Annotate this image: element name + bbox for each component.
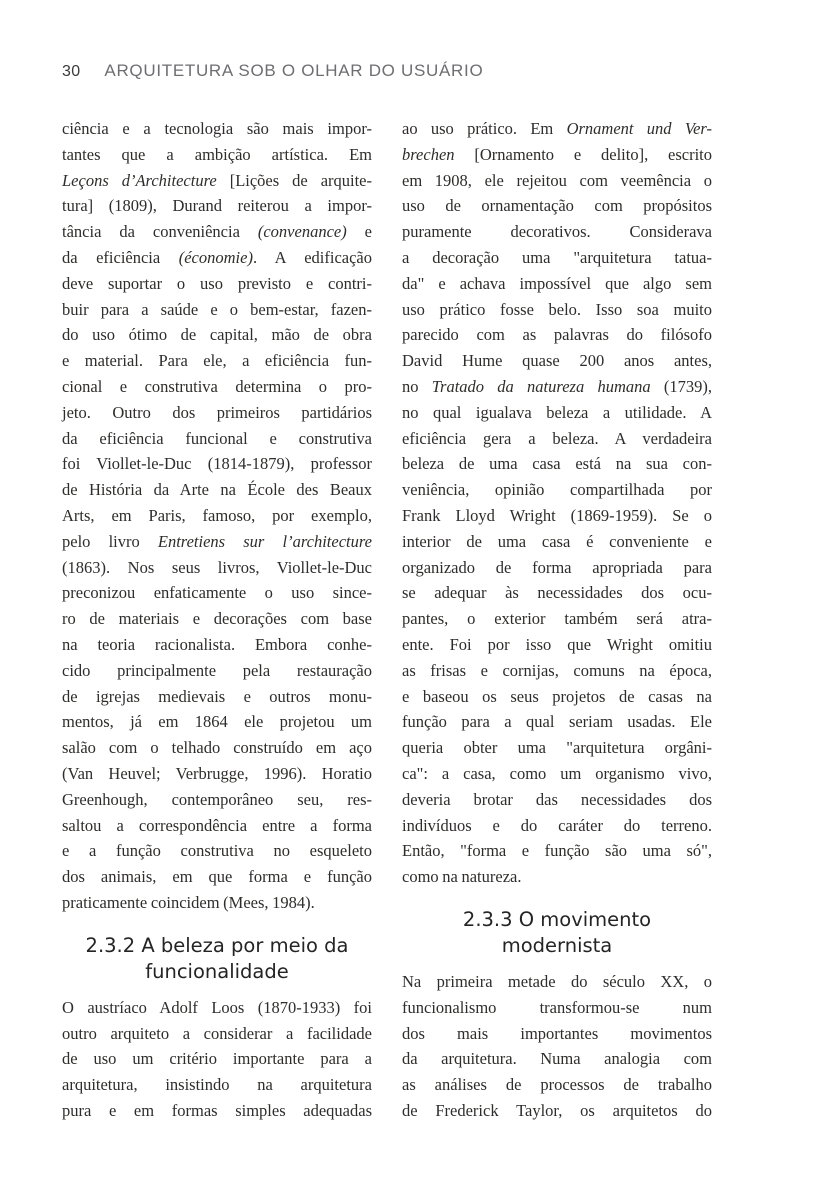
text-segment: função para a qual seriam usadas. Ele	[402, 712, 712, 732]
text-segment: saltou a correspondência entre a forma	[62, 815, 372, 835]
text-line	[402, 1021, 712, 1047]
text-line	[402, 219, 712, 245]
text-segment: ca": a casa, como um organismo vivo,	[402, 763, 712, 783]
text-line	[402, 348, 712, 374]
text-line	[62, 142, 372, 168]
text-line	[62, 1072, 372, 1098]
text-segment: ciência e a tecnologia são mais impor-	[62, 119, 372, 138]
text-segment: de Frederick Taylor, os arquitetos do	[402, 1100, 712, 1120]
text-segment: se adequar às necessidades dos ocu-	[402, 583, 712, 603]
italic-text-segment: (économie)	[178, 247, 253, 267]
text-segment: pura e em formas simples adequadas	[62, 1100, 372, 1120]
text-line	[62, 322, 372, 348]
text-line	[402, 787, 712, 813]
text-line	[62, 451, 372, 477]
text-line	[62, 168, 372, 194]
text-segment: ro de materiais e decorações com base	[62, 609, 372, 629]
section-heading-line: modernista	[501, 934, 613, 958]
section-heading	[402, 907, 712, 960]
text-segment: em 1908, ele rejeitou com veemência o	[402, 170, 712, 190]
text-segment: e	[346, 222, 372, 242]
text-line	[62, 477, 372, 503]
text-segment: veniência, opinião compartilhada por	[402, 480, 712, 500]
text-segment: interior de uma casa é conveniente e	[402, 531, 712, 551]
text-line	[402, 297, 712, 323]
italic-text-segment: Leçons d’Architecture	[62, 170, 217, 190]
text-segment: arquitetura, insistindo na arquitetura	[62, 1075, 372, 1095]
text-line	[402, 503, 712, 529]
text-segment: David Hume quase 200 anos antes,	[402, 351, 712, 371]
section-heading	[62, 933, 372, 986]
text-line	[62, 658, 372, 684]
text-line	[402, 168, 712, 194]
text-segment: (1739),	[650, 376, 712, 396]
text-segment: as frisas e cornijas, comuns na época,	[402, 660, 712, 680]
text-line	[62, 684, 372, 710]
text-segment: deveria brotar das necessidades dos	[402, 789, 712, 809]
text-line	[402, 193, 712, 219]
text-segment: mentos, já em 1864 ele projetou um	[62, 712, 372, 732]
text-segment: de uso um critério importante para a	[62, 1049, 372, 1069]
text-segment: na teoria racionalista. Embora conhe-	[62, 634, 372, 654]
text-segment: foi Viollet-le-Duc (1814-1879), professor	[62, 454, 372, 474]
text-segment: tura] (1809), Durand reiterou a impor-	[62, 196, 372, 216]
text-columns	[62, 116, 712, 1124]
text-line	[402, 477, 712, 503]
text-line	[402, 995, 712, 1021]
text-segment: tantes que a ambição artística. Em	[62, 144, 372, 164]
text-line	[402, 116, 712, 142]
text-line	[62, 271, 372, 297]
text-segment: [Ornamento e delito], escrito	[454, 144, 712, 164]
page-header	[62, 61, 790, 81]
text-segment: (1863). Nos seus livros, Viollet-le-Duc	[62, 557, 372, 577]
right-column	[402, 116, 712, 1124]
text-segment: e a função construtiva no esqueleto	[62, 841, 372, 861]
text-segment: buir para a saúde e o bem-estar, fazen-	[62, 299, 372, 319]
text-line	[62, 426, 372, 452]
text-segment: puramente decorativos. Considerava	[402, 222, 712, 242]
text-segment: da" e achava impossível que algo sem	[402, 273, 712, 293]
text-segment: salão com o telhado construído em aço	[62, 738, 372, 758]
text-segment: cional e construtiva determina o pro-	[62, 376, 372, 396]
text-segment: Então, "forma e função são uma só",	[402, 841, 712, 861]
text-line	[62, 219, 372, 245]
text-line	[62, 1021, 372, 1047]
text-segment: uso prático fosse belo. Isso soa muito	[402, 299, 712, 319]
text-segment: Greenhough, contemporâneo seu, res-	[62, 789, 372, 809]
text-segment: (Van Heuvel; Verbrugge, 1996). Horatio	[62, 763, 372, 783]
text-line	[62, 374, 372, 400]
text-segment: do uso ótimo de capital, mão de obra	[62, 325, 372, 345]
text-segment: ente. Foi por isso que Wright omitiu	[402, 634, 712, 654]
text-segment: pantes, o exterior também será atra-	[402, 609, 712, 629]
text-segment: dos animais, em que forma e função	[62, 867, 372, 887]
text-line	[402, 400, 712, 426]
italic-text-segment: Ornament und Ver-	[566, 119, 712, 138]
text-line	[402, 684, 712, 710]
text-line	[62, 1098, 372, 1124]
text-segment: pelo livro	[62, 531, 158, 551]
text-segment: queria obter uma "arquitetura orgâni-	[402, 738, 712, 758]
page-number: 30	[62, 63, 81, 80]
text-segment: da eficiência	[62, 247, 179, 267]
text-line	[402, 632, 712, 658]
text-line	[402, 451, 712, 477]
text-segment: funcionalismo transformou-se num	[402, 997, 712, 1017]
text-segment: Arts, em Paris, famoso, por exemplo,	[62, 505, 372, 525]
text-segment: cido principalmente pela restauração	[62, 660, 372, 680]
text-line	[402, 142, 712, 168]
text-segment: no	[402, 376, 432, 396]
text-line	[402, 529, 712, 555]
text-line	[402, 374, 712, 400]
text-line	[402, 555, 712, 581]
text-line	[402, 426, 712, 452]
text-segment: eficiência gera a beleza. A verdadeira	[402, 428, 712, 448]
text-segment: uso de ornamentação com propósitos	[402, 196, 712, 216]
text-line	[62, 193, 372, 219]
text-line	[62, 348, 372, 374]
text-line	[62, 995, 372, 1021]
text-line	[402, 658, 712, 684]
text-segment: tância da conveniência	[62, 222, 258, 242]
text-line	[62, 606, 372, 632]
text-segment: as análises de processos de trabalho	[402, 1075, 712, 1095]
text-segment: organizado de forma apropriada para	[402, 557, 712, 577]
section-heading-line: 2.3.3 O movimento	[462, 907, 652, 931]
text-segment: ao uso prático. Em	[402, 119, 567, 138]
text-segment: Na primeira metade do século XX, o	[402, 971, 712, 991]
text-segment: indivíduos e do caráter do terreno.	[402, 815, 712, 835]
text-line	[402, 838, 712, 864]
text-line	[62, 245, 372, 271]
text-line	[62, 864, 372, 890]
text-line	[402, 864, 712, 890]
italic-text-segment: (convenance)	[257, 222, 347, 242]
text-segment: no qual igualava beleza a utilidade. A	[402, 402, 712, 422]
text-line	[402, 813, 712, 839]
text-segment: preconizou enfaticamente o uso since-	[62, 583, 372, 603]
left-column	[62, 116, 372, 1124]
text-line	[402, 761, 712, 787]
text-line	[402, 322, 712, 348]
text-segment: praticamente coincidem (Mees, 1984).	[62, 892, 315, 912]
text-line	[62, 787, 372, 813]
italic-text-segment: brechen	[402, 144, 455, 164]
text-line	[62, 503, 372, 529]
text-segment: beleza de uma casa está na sua con-	[402, 454, 712, 474]
text-segment: O austríaco Adolf Loos (1870-1933) foi	[62, 997, 372, 1017]
italic-text-segment: Entretiens sur l’architecture	[157, 531, 372, 551]
text-line	[62, 580, 372, 606]
text-segment: Frank Lloyd Wright (1869-1959). Se o	[402, 505, 712, 525]
text-segment: de História da Arte na École des Beaux	[62, 480, 372, 500]
text-line	[62, 555, 372, 581]
text-line	[402, 969, 712, 995]
text-line	[402, 1072, 712, 1098]
text-line	[402, 1098, 712, 1124]
section-heading-line: 2.3.2 A beleza por meio da	[85, 933, 349, 957]
text-segment: a decoração uma "arquitetura tatua-	[402, 247, 712, 267]
text-segment: jeto. Outro dos primeiros partidários	[62, 402, 372, 422]
text-segment: parecido com as palavras do filósofo	[402, 325, 712, 345]
text-line	[402, 245, 712, 271]
text-line	[62, 709, 372, 735]
text-segment: de igrejas medievais e outros monu-	[62, 686, 372, 706]
text-line	[402, 735, 712, 761]
text-segment: deve suportar o uso previsto e contri-	[62, 273, 372, 293]
text-line	[402, 709, 712, 735]
italic-text-segment: Tratado da natureza humana	[431, 376, 651, 396]
text-segment: e baseou os seus projetos de casas na	[402, 686, 712, 706]
text-segment: e material. Para ele, a eficiência fun-	[62, 351, 372, 371]
text-line	[62, 400, 372, 426]
text-line	[62, 297, 372, 323]
text-line	[62, 529, 372, 555]
text-segment: da arquitetura. Numa analogia com	[402, 1049, 712, 1069]
text-line	[62, 632, 372, 658]
section-heading-line: funcionalidade	[145, 960, 289, 984]
text-line	[62, 838, 372, 864]
text-line	[62, 116, 372, 142]
text-line	[402, 1046, 712, 1072]
text-segment: dos mais importantes movimentos	[402, 1023, 712, 1043]
text-segment: [Lições de arquite-	[216, 170, 373, 190]
text-line	[62, 813, 372, 839]
text-segment: como na natureza.	[402, 867, 522, 887]
text-line	[62, 761, 372, 787]
text-line	[402, 606, 712, 632]
text-line	[62, 890, 372, 916]
text-line	[402, 271, 712, 297]
text-segment: outro arquiteto a considerar a facilidade	[62, 1023, 372, 1043]
text-segment: da eficiência funcional e construtiva	[62, 428, 372, 448]
text-segment: . A edificação	[252, 247, 372, 267]
text-line	[62, 1046, 372, 1072]
text-line	[62, 735, 372, 761]
text-line	[402, 580, 712, 606]
running-title: ARQUITETURA SOB O OLHAR DO USUÁRIO	[104, 61, 484, 80]
